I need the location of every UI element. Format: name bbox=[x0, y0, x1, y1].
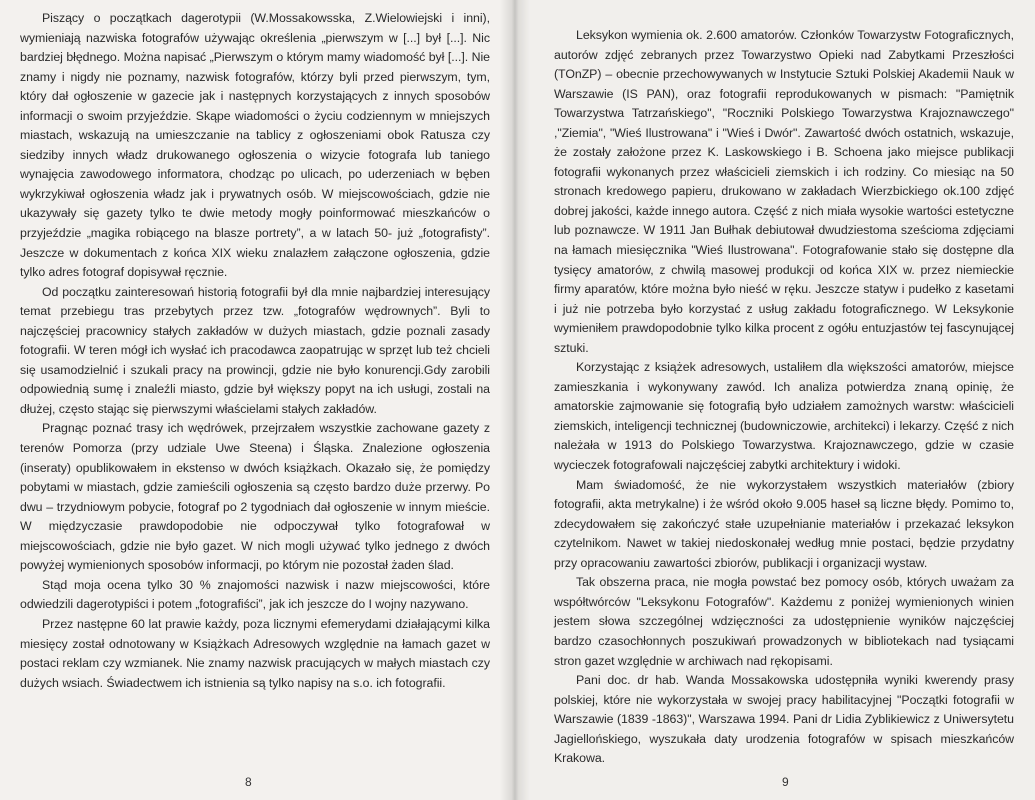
paragraph: Tak obszerna praca, nie mogła powstać bez pomocy osób, których uważam za współtwórców "Leksykonu Fotografów". Każdemu z poniżej wymienionych winien jestem słowa szczególnej wdzięczności za udostępnienie wyników najczęściej bardzo czasochłonnych poszukiwań prowadzonych w bibliotekach nad tysiącami stron gazet względnie w archiwach nad rękopisami. bbox=[554, 575, 1014, 668]
right-page-text bbox=[554, 26, 1014, 769]
book-gutter bbox=[500, 0, 530, 800]
left-page-text bbox=[20, 9, 490, 693]
paragraph: Pani doc. dr hab. Wanda Mossakowska udostępniła wyniki kwerendy prasy polskiej, które nie wykorzystała w swojej pracy habilitacyjnej "Początki fotografii w Warszawie (1839 -1863)", Warszawa 1994. Pani dr Lidia Zyblikiewicz z Uniwersytetu Jagiellońskiego, wyszukała daty urodzenia fotografów w spisach mieszkańców Krakowa. bbox=[554, 673, 1014, 766]
page-number: 8 bbox=[245, 775, 252, 789]
paragraph: Piszący o początkach dagerotypii (W.Mossakowsska, Z.Wielowiejski i inni), wymieniają nazwiska fotografów używając określenia „pierwszym w [...] był [...]. Nic bardziej błędnego. Można napisać „Pierwszym o którym mamy wiadomość był [...]. Nie znamy i nigdy nie poznamy, nazwisk fotografów, którzy byli przed pierwszym, tym, który dał ogłoszenie w gazecie jak i następnych korzystających z innych sposobów informacji o swoim przyjeździe. Skąpe wiadomości o życiu codziennym w mniejszych miastach, wskazują na umieszczanie na tablicy z ogłoszeniami obok Ratusza czy siedziby innych władz drukowanego ogłoszenia o wizycie fotografa lub taniego wynajęcia zawodowego informatora, chodząc po ulicach, po uderzeniach w bęben wykrzykiwał ogłoszenia władz jak i prywatnych osób. W miejscowościach, gdzie nie ukazywały się gazety tylko te dwie metody mogły poinformować mieszkańców o przyjeździe „magika robiącego na blasze portrety”, a w latach 50- już „fotografisty”. Jeszcze w dokumentach z końca XIX wieku znalazłem załączone ogłoszenia, gdzie tylko adres fotograf dopisywał ręcznie. bbox=[20, 11, 490, 280]
paragraph: Pragnąc poznać trasy ich wędrówek, przejrzałem wszystkie zachowane gazety z terenów Pomorza (przy udziale Uwe Steena) i Śląska. Znalezione ogłoszenia (inseraty) opublikowałem in ekstenso w dwóch książkach. Okazało się, że pomiędzy pobytami w miastach, gdzie zamieścili ogłoszenia są często bardzo duże przerwy. Po dwu – trzydniowym pobycie, fotograf po 2 tygodniach dał ogłoszenie w innym mieście. W międzyczasie prawdopodobie nie odpoczywał tylko fotografował w miejscowościach, gdzie nie było gazet. W nich mogli używać tylko jednego z dwóch powyżej wymienionych sposobów informacji, po którym nie pozostał żaden ślad. bbox=[20, 421, 490, 573]
paragraph: Leksykon wymienia ok. 2.600 amatorów. Członków Towarzystw Fotograficznych, autorów zdjęć zebranych przez Towarzystwo Opieki nad Zabytkami Przeszłości (TOnZP) – obecnie przechowywanych w Instytucie Sztuki Polskiej Akademii Nauk w Warszawie (IS PAN), oraz fotografii reprodukowanych w pismach: "Pamiętnik Towarzystwa Tatrzańskiego", "Roczniki Polskiego Towarzystwa Krajoznawczego" ,"Ziemia", "Wieś Ilustrowana" i "Wieś i Dwór". Zawartość dwóch ostatnich, wskazuje, że zostały założone przez K. Laskowskiego i B. Schoena jako miejsce publikacji fotografii wykonanych przez właścicieli ziemskich i ich rodziny. Co miesiąc na 50 stronach kredowego papieru, drukowano w zakładach Wierzbickiego ok.100 zdjęć dobrej jakości, każde innego autora. Część z nich miała wysokie wartości estetyczne lub poznawcze. W 1911 Jan Bułhak debiutował dwudziestoma sześcioma zdjęciami na łamach miesięcznika "Wieś Ilustrowana". Fotografowanie stało się dostępne dla tysięcy amatorów, z chwilą masowej produkcji od końca XIX w. przez niemieckie firmy aparatów, które można było nieść w ręku. Jeszcze statyw i pudełko z kasetami i już nie potrzeba było korzystać z usług zakładu fotograficznego. W Leksykonie wymieniłem prawdopodobnie tylko kilka procent z ogółu entuzjastów tej fascynującej sztuki. bbox=[554, 28, 1014, 355]
right-page bbox=[512, 0, 1035, 800]
paragraph: Korzystając z książek adresowych, ustaliłem dla większości amatorów, miejsce zamieszkania i wykonywany zawód. Ich analiza potwierdza znaną opinię, że amatorskie zajmowanie się fotografią było udziałem zamożnych warstw: właścicieli ziemskich, inteligencji technicznej (budowniczowie, architekci) i lekarzy. Część z nich należała w 1913 do Polskiego Towarzystwa. Krajoznawczego, gdzie w czasie wycieczek fotografowali najczęściej zabytki architektury i widoki. bbox=[554, 360, 1014, 473]
paragraph: Od początku zainteresowań historią fotografii był dla mnie najbardziej interesujący temat przebiegu tras przebytych przez tzw. „fotografów wędrownych”. Byli to najczęściej pracownicy stałych zakładów w dużych miastach, gdzie poznali zasady fotografii. W teren mógł ich wysłać ich pracodawca zaopatrując w sprzęt lub też chcieli się usamodzielnić i szukali pracy na prowincji, gdzie nie było konurencji.Gdy zarobili odpowiednią sumę i znaleźli miasto, gdzie był większy popyt na ich usługi, zostali na dłużej, często stając się pierwszymi właścielami stałych zakładów. bbox=[20, 284, 490, 416]
paragraph: Stąd moja ocena tylko 30 % znajomości nazwisk i nazw miejscowości, które odwiedzili dagerotypiści i potem „fotografiści”, jak ich jeszcze do I wojny nazywano. bbox=[20, 577, 490, 612]
paragraph: Przez następne 60 lat prawie każdy, poza licznymi efemerydami działającymi kilka miesięcy został odnotowany w Książkach Adresowych względnie na łamach gazet w postaci reklam czy wzmianek. Nie znamy nazwisk pracujących w małych miastach czy dużych wsiach. Świadectwem ich istnienia są tylko napisy na s.o. ich fotografii. bbox=[20, 616, 490, 690]
page-number: 9 bbox=[782, 775, 789, 789]
paragraph: Mam świadomość, że nie wykorzystałem wszystkich materiałów (zbiory fotografii, akta metrykalne) i że wśród około 9.005 haseł są liczne błędy. Pomimo to, zdecydowałem się zakończyć stałe uzupełnianie materiałów i przekazać leksykon czytelnikom. Nawet w takiej niedoskonałej według mnie postaci, będzie przydatny przy opracowaniu zawartości zbiorów, publikacji i organizacji wystaw. bbox=[554, 477, 1014, 570]
left-page bbox=[0, 0, 512, 800]
